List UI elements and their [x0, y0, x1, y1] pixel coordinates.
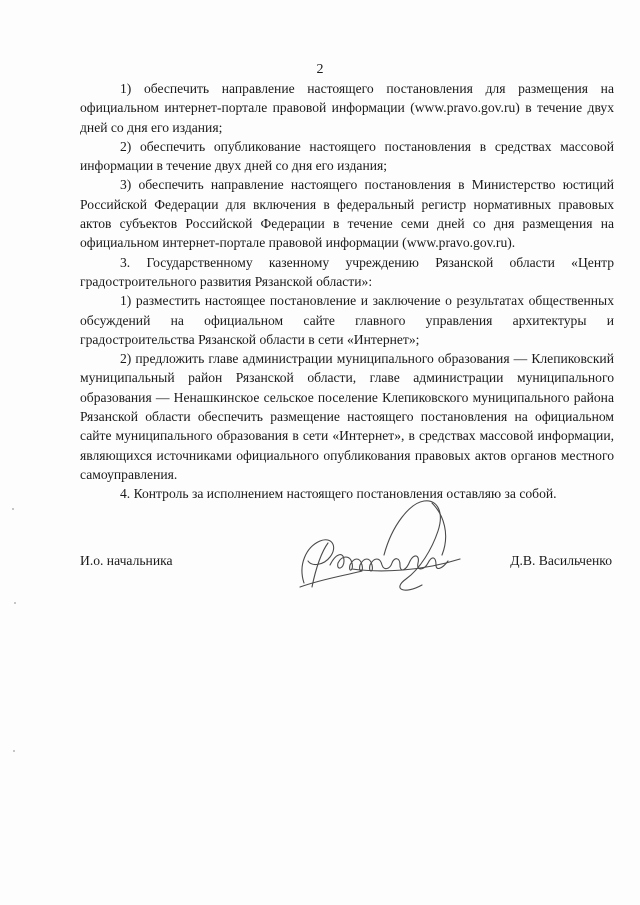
handwritten-signature [292, 495, 482, 610]
paragraph-2-2: 2) обеспечить опубликование настоящего постановления в средствах массовой информации в течение двух дней со дня его издания; [80, 138, 614, 174]
document-body [80, 79, 614, 504]
paragraph-4: 4. Контроль за исполнением настоящего постановления оставляю за собой. [120, 486, 557, 502]
signatory-position: И.о. начальника [80, 553, 173, 568]
scan-speck [12, 508, 14, 510]
paragraph-2-1: 1) обеспечить направление настоящего постановления для размещения на официальном интернет-портале правовой информации (www.pravo.gov.ru) в течение двух дней со дня его издания; [80, 81, 614, 135]
paragraph-3-1: 1) разместить настоящее постановление и заключение о результатах общественных обсуждений на официальном сайте главного управления архитектуры и градостроительства Рязанской области в сети «Интернет»; [80, 293, 614, 347]
paragraph-2-3: 3) обеспечить направление настоящего постановления в Министерство юстиций Российской Федерации для включения в федеральный регистр нормативных правовых актов субъектов Российской Федерации в течение семи дней со дня размещения на официальном интернет-портале правовой информации (www.pravo.gov.ru). [80, 177, 614, 251]
scan-speck [14, 602, 16, 604]
page-number: 2 [316, 62, 324, 77]
scan-speck [13, 750, 15, 752]
paragraph-3: 3. Государственному казенному учреждению Рязанской области «Центр градостроительного развития Рязанской области»: [80, 254, 614, 289]
paragraph-3-2: 2) предложить главе администрации муниципального образования — Клепиковский муниципальный район Рязанской области, главе администрации муниципального образования — Ненашкинское сельское поселение Клепиковского муниципального района Рязанской области обеспечить размещение настоящего постановления на официальном сайте муниципального образования в сети «Интернет», в средствах массовой информации, являющихся источниками официального опубликования правовых актов органов местного самоуправления. [80, 351, 614, 482]
signatory-name: Д.В. Васильченко [510, 553, 612, 568]
